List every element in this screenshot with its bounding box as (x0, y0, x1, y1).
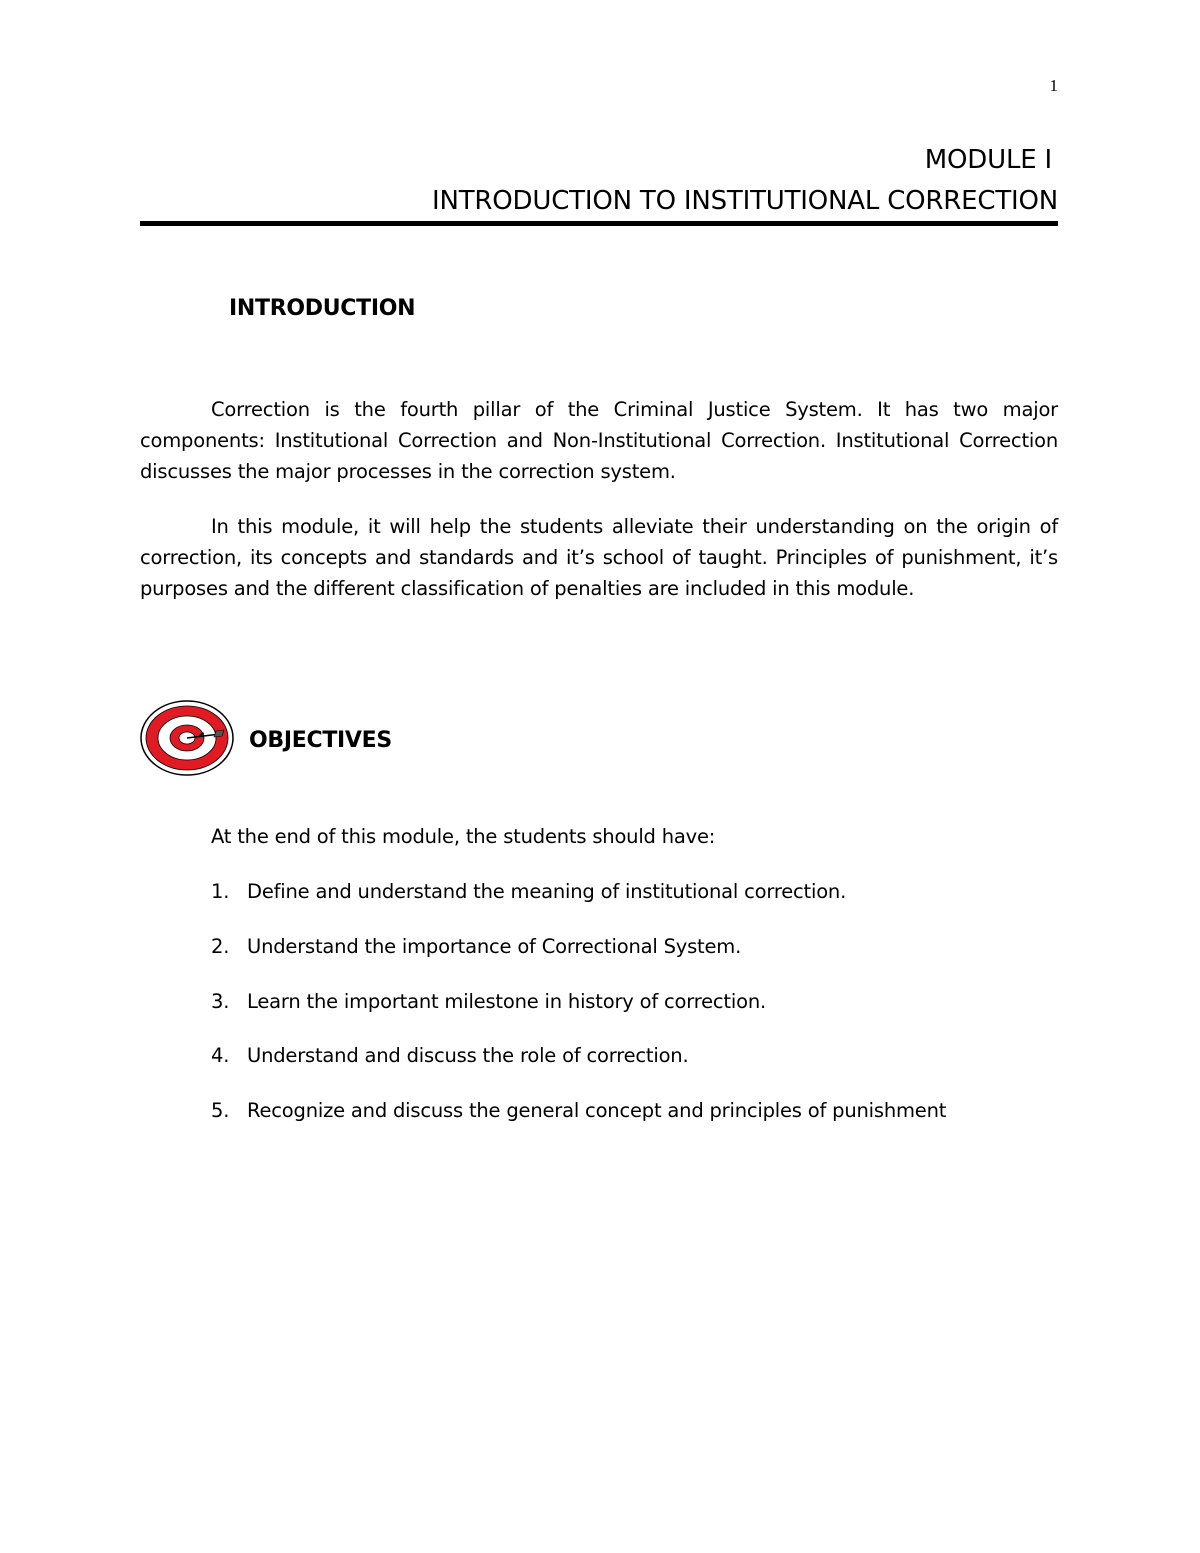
list-item (211, 1099, 946, 1154)
target-icon (140, 700, 236, 776)
list-item-text: Learn the important milestone in history of correction. (247, 989, 766, 1013)
list-item (211, 880, 946, 935)
objectives-list (211, 880, 946, 1154)
page-number: 1 (1049, 76, 1058, 95)
list-item-text: Understand the importance of Correctional System. (247, 934, 742, 958)
list-item (211, 935, 946, 990)
module-label: MODULE I (924, 145, 1052, 175)
list-item-text: Understand and discuss the role of correction. (247, 1044, 689, 1068)
header-rule (140, 221, 1058, 226)
list-item-number: 2. (211, 934, 230, 958)
module-header (140, 140, 1058, 222)
module-title: INTRODUCTION TO INSTITUTIONAL CORRECTION (432, 186, 1058, 216)
objectives-intro: At the end of this module, the students should have: (211, 825, 716, 848)
objectives-heading: OBJECTIVES (249, 728, 392, 753)
list-item-number: 4. (211, 1044, 230, 1068)
list-item (211, 990, 946, 1045)
introduction-paragraph-2: In this module, it will help the students alleviate their understanding on the origin of correction, its concepts and standards and it’s school of taught. Principles of punishment, it’s purposes and the different classification of penalties are included in this module. (140, 515, 1058, 600)
list-item-number: 1. (211, 880, 230, 903)
list-item (211, 1044, 946, 1099)
list-item-text: Recognize and discuss the general concept and principles of punishment (247, 1099, 947, 1123)
introduction-heading: INTRODUCTION (229, 296, 416, 321)
list-item-text: Define and understand the meaning of institutional correction. (247, 880, 847, 903)
list-item-number: 3. (211, 989, 230, 1013)
introduction-paragraph-1: Correction is the fourth pillar of the Criminal Justice System. It has two major components: Institutional Correction and Non-Institutional Correction. Institutional Correction discusses the major processes in the correction system. (140, 398, 1058, 483)
list-item-number: 5. (211, 1099, 230, 1123)
